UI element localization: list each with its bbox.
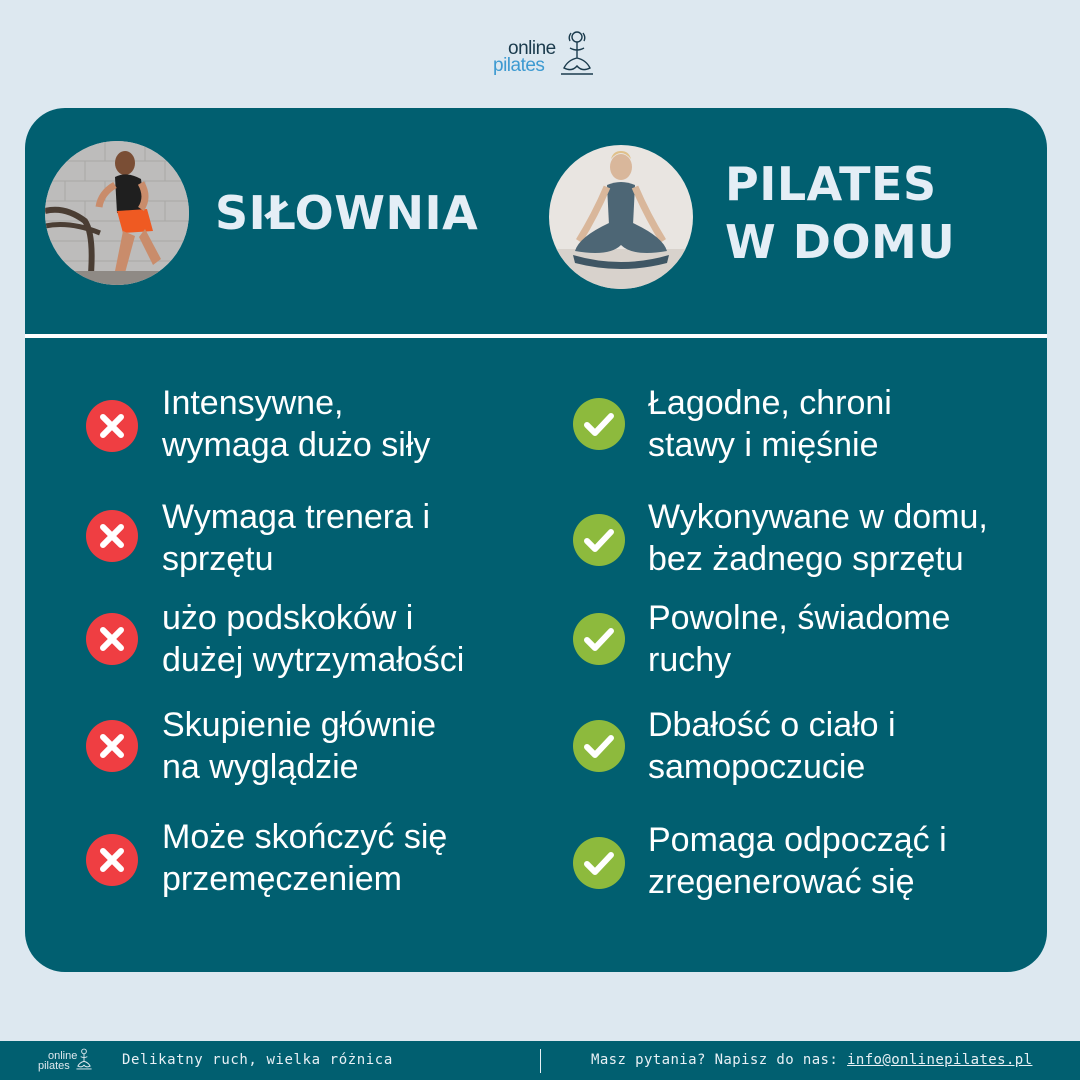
pilates-item-5: Pomaga odpocząć i zregenerować się xyxy=(648,821,947,901)
gym-item-3: użo podskoków i dużej wytrzymałości xyxy=(162,599,465,679)
meditation-figure-icon xyxy=(558,28,596,78)
x-circle-icon xyxy=(86,510,138,562)
check-circle-icon xyxy=(573,514,625,566)
x-circle-icon xyxy=(86,613,138,665)
check-circle-icon xyxy=(573,720,625,772)
header-divider xyxy=(25,334,1047,338)
contact-prefix: Masz pytania? Napisz do nas: xyxy=(591,1052,848,1068)
pilates-item-1: Łagodne, chroni stawy i mięśnie xyxy=(648,384,892,464)
gym-photo xyxy=(45,141,189,285)
footer-bar xyxy=(0,1041,1080,1080)
footer-contact xyxy=(591,1052,1032,1068)
meditation-figure-icon xyxy=(75,1047,93,1071)
logo-text-pilates: pilates xyxy=(493,55,545,76)
check-circle-icon xyxy=(573,398,625,450)
footer-logo-pilates: pilates xyxy=(38,1060,70,1072)
gym-item-5: Może skończyć się przemęczeniem xyxy=(162,818,448,898)
x-circle-icon xyxy=(86,400,138,452)
email-link[interactable]: info@onlinepilates.pl xyxy=(847,1052,1033,1068)
check-circle-icon xyxy=(573,837,625,889)
footer-separator xyxy=(540,1049,541,1073)
gym-column-title: SIŁOWNIA xyxy=(215,186,479,240)
gym-item-2: Wymaga trenera i sprzętu xyxy=(162,498,431,578)
gym-item-4: Skupienie głównie na wyglądzie xyxy=(162,706,437,786)
gym-item-1: Intensywne, wymaga dużo siły xyxy=(162,384,431,464)
pilates-photo xyxy=(549,145,693,289)
x-circle-icon xyxy=(86,720,138,772)
footer-logo-online: online xyxy=(48,1050,78,1062)
pilates-item-2: Wykonywane w domu, bez żadnego sprzętu xyxy=(648,498,988,578)
brand-logo xyxy=(490,28,600,80)
footer-tagline: Delikatny ruch, wielka różnica xyxy=(122,1052,393,1068)
pilates-column-title: PILATES W DOMU xyxy=(725,157,956,269)
check-circle-icon xyxy=(573,613,625,665)
comparison-card xyxy=(25,108,1047,972)
logo-text-online: online xyxy=(508,38,556,59)
footer-logo xyxy=(38,1045,94,1075)
x-circle-icon xyxy=(86,834,138,886)
pilates-item-3: Powolne, świadome ruchy xyxy=(648,599,951,679)
pilates-item-4: Dbałość o ciało i samopoczucie xyxy=(648,706,896,786)
